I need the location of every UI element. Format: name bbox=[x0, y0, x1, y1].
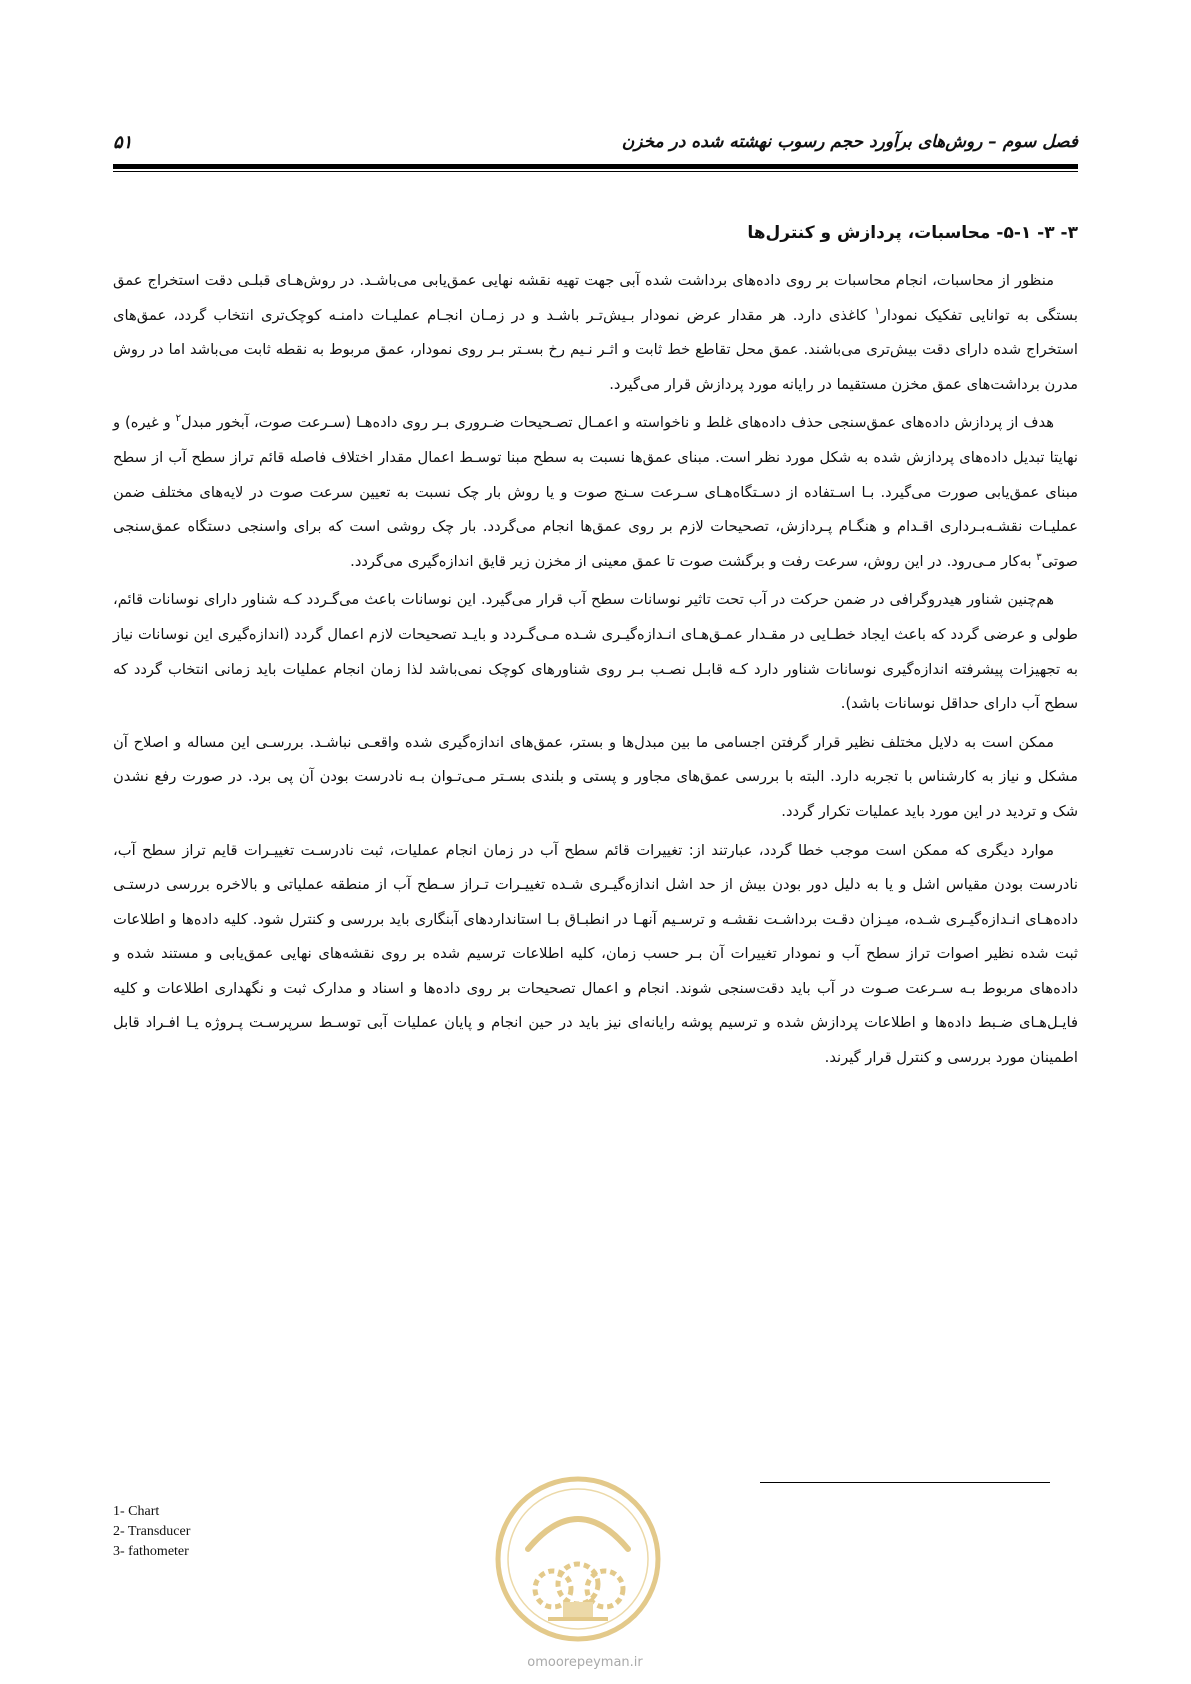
footnote-1: 1- Chart bbox=[113, 1504, 160, 1519]
chapter-title: فصل سوم – روش‌های برآورد حجم رسوب نهشته شده در مخزن bbox=[621, 132, 1078, 152]
header-rule-thin bbox=[113, 171, 1078, 172]
paragraph-4: ممکن است به دلایل مختلف نظیر قرار گرفتن اجسامی ما بین مبدل‌ها و بستر، عمق‌های اندازه‌گیری شده واقعـی نباشـد. بررسـی این مساله و اصلاح آن مشکل و نیاز به کارشناس با تجربه دارد. البته با بررسی عمق‌های مجاور و پستی و بلندی بسـتر مـی‌تـوان بـه نادرست بودن آن پی برد. در صورت رفع نشدن شک و تردید در این مورد باید عملیات تکرار گردد. bbox=[113, 733, 1078, 820]
footnote-2: 2- Transducer bbox=[113, 1524, 191, 1539]
header-rule-thick bbox=[113, 164, 1078, 169]
paragraph-2-text-a: هدف از پردازش داده‌های عمق‌سنجی حذف داده‌های غلط و ناخواسته و اعمـال تصـحیحات ضـروری بـر روی داده‌هـا (سـرعت صوت، آبخور مبدل bbox=[181, 414, 1054, 432]
paragraph-2-text-c: به‌کار مـی‌رود. در این روش، سرعت رفت و برگشت صوت تا عمق معینی از مخزن زیر قایق اندازه‌گیری می‌گردد. bbox=[350, 552, 1037, 570]
watermark-caption: omoorepeyman.ir bbox=[527, 1655, 643, 1670]
section-heading: ۳- ۳- ۵-۱- محاسبات، پردازش و کنترل‌ها bbox=[747, 223, 1078, 243]
paragraph-1-text-b: کاغذی دارد. هر مقدار عرض نمودار بـیش‌تـر باشـد و در زمـان انجـام عملیـات دامنـه کوچک‌تری انتخاب گردد، عمق‌های استخراج شده دارای دقت بیش‌تری می‌باشند. عمق محل تقاطع خط ثابت و اثـر نـیم رخ بسـتر بـر روی نمودار، عمق مربوط به نقطه ثابت می‌باشد اما در روش مدرن برداشت‌های عمق مخزن مستقیما در رایانه مورد پردازش قرار می‌گیرد. bbox=[113, 306, 1078, 393]
footnotes bbox=[113, 1502, 190, 1562]
paragraph-5: موارد دیگری که ممکن است موجب خطا گردد، عبارتند از: تغییرات قائم سطح آب در زمان انجام عملیات، ثبت نادرسـت تغییـرات قایم تراز سطح آب، نادرست بودن مقیاس اشل و یا به دلیل دور بودن بیش از حد اشل اندازه‌گیـری شـده تغییـرات تـراز سـطح آب از منطقه عملیاتی و بالاخره بررسی درستـی داده‌هـای انـدازه‌گیـری شـده، میـزان دقـت برداشـت نقشـه و ترسـیم آنهـا در انطبـاق بـا استانداردهای آبنگاری باید بررسی و کنترل شود. کلیه داده‌ها و اطلاعات ثبت شده نظیر اصوات تراز سطح آب و نمودار تغییرات آن بـر حسب زمان، کلیه اطلاعات ترسیم شده بر روی نقشه‌های نهایی عمق‌یابی و مستند شده و داده‌های مربوط بـه سـرعت صـوت در آب باید دقت‌سنجی شوند. انجام و اعمال تصحیحات بر روی داده‌ها و اسناد و مدارک ثبت و نگهداری اطلاعات و کلیه فایـل‌هـای ضـبط داده‌ها و اطلاعات پردازش شده و ترسیم پوشه رایانه‌ای نیز باید در حین انجام و پایان عملیات آبی توسـط سرپرسـت پـروژه یـا افـراد قابل اطمینان مورد بررسی و کنترل قرار گیرند. bbox=[113, 841, 1078, 1067]
watermark-seal-icon bbox=[493, 1474, 663, 1644]
footnote-ref-3: ۳ bbox=[1036, 551, 1042, 563]
main-content bbox=[113, 218, 1078, 1080]
page-header bbox=[113, 128, 1078, 162]
page-number: ۵۱ bbox=[113, 132, 133, 153]
footnote-ref-1: ۱ bbox=[874, 305, 880, 317]
footnote-rule bbox=[760, 1482, 1050, 1483]
paragraph-2-text-b: و غیره) و نهایتا تبدیل داده‌های پردازش شده به شکل مورد نظر است. مبنای عمق‌ها نسبت به سطح مبنا توسـط اعمال مقدار اختلاف فاصله قائم تراز سطح آب از سطح مبنای عمق‌یابی صورت می‌گیرد. بـا اسـتفاده از دسـتگاه‌هـای سـرعت سـنج صوت و یا روش بار چک نسبت به تعیین سرعت صوت در لایه‌های مختلف ضمن عملیـات نقشـه‌بـرداری اقـدام و هنگـام پـردازش، تصحیحات لازم بر روی عمق‌ها انجام می‌گردد. بار چک روشی است که برای واسنجی دستگاه عمق‌سنجی صوتی bbox=[113, 414, 1078, 570]
paragraph-1-text-a: منظور از محاسبات، انجام محاسبات بر روی داده‌های برداشت شده آبی جهت تهیه نقشه نهایی عمق‌یابی می‌باشـد. در روش‌هـای قبلـی دقت استخراج عمق بستگی به توانایی تفکیک نمودار bbox=[113, 272, 1078, 324]
paragraph-3: هم‌چنین شناور هیدروگرافی در ضمن حرکت در آب تحت تاثیر نوسانات سطح آب قرار می‌گیرد. این نوسانات باعث می‌گـردد کـه شناور دارای نوسانات قائم، طولی و عرضی گردد که باعث ایجاد خطـایی در مقـدار عمـق‌هـای انـدازه‌گیـری شـده مـی‌گـردد و بایـد تصحیحات لازم اعمال گردد (اندازه‌گیری این نوسانات نیاز به تجهیزات پیشرفته اندازه‌گیری نوسانات شناور دارد کـه قابـل نصـب بـر روی شناورهای کوچک نمی‌باشد لذا زمان انجام عملیات باید زمانی انتخاب گردد که سطح آب دارای حداقل نوسانات باشد). bbox=[113, 591, 1078, 713]
footnote-ref-2: ۲ bbox=[175, 413, 181, 425]
paragraph-1 bbox=[113, 264, 1078, 402]
footnote-3: 3- fathometer bbox=[113, 1544, 189, 1559]
paragraph-2 bbox=[113, 406, 1078, 579]
